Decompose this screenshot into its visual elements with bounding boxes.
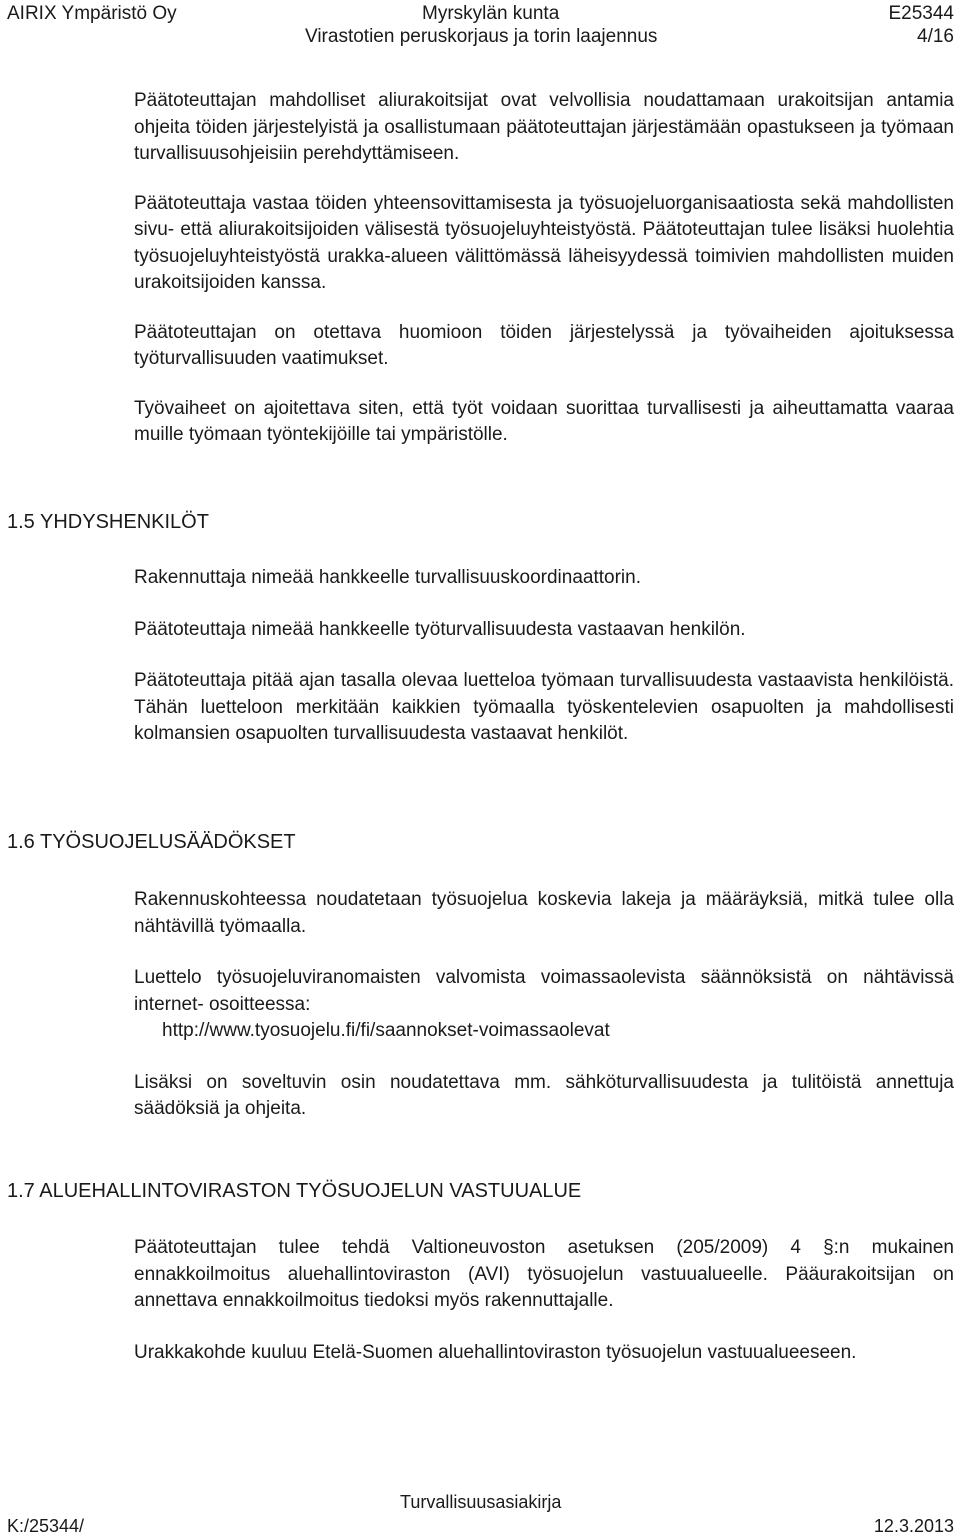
section-1-5-body [134,565,954,748]
paragraph: Urakkakohde kuuluu Etelä-Suomen aluehallintoviraston työsuojelun vastuualueeseen. [134,1341,857,1363]
page-header [0,0,960,56]
footer-date: 12.3.2013 [873,1516,954,1536]
section-1-6-body [134,887,954,1123]
paragraph: Päätoteuttajan on otettava huomioon töiden järjestelyssä ja työvaiheiden ajoituksessa työturvallisuuden vaatimukset. [134,321,954,369]
paragraph: Päätoteuttaja nimeää hankkeelle työturvallisuudesta vastaavan henkilön. [134,618,746,640]
header-client: Myrskylän kunta [422,3,560,24]
paragraph: Työvaiheet on ajoitettava siten, että työt voidaan suorittaa turvallisesti ja aiheuttamatta vaaraa muille työmaan työntekijöille tai ympäristölle. [134,397,954,445]
section-heading: 1.6 TYÖSUOJELUSÄÄDÖKSET [7,831,296,853]
paragraph: Luettelo työsuojeluviranomaisten valvomista voimassaolevista säännöksistä on nähtävissä internet- osoitteessa: [134,967,954,1015]
url-text: http://www.tyosuojelu.fi/fi/saannokset-voimassaolevat [162,1020,610,1041]
paragraph: Päätoteuttajan mahdolliset aliurakoitsijat ovat velvollisia noudattamaan urakoitsijan antamia ohjeita töiden järjestelyistä ja osallistumaan päätoteuttajan järjestämään opastukseen ja työmaan turvallisuusohjeisiin perehdyttämiseen. [134,90,954,164]
header-page-number: 4/16 [917,26,954,47]
section-heading: 1.7 ALUEHALLINTOVIRASTON TYÖSUOJELUN VASTUUALUE [7,1180,582,1202]
paragraph: Päätoteuttaja pitää ajan tasalla olevaa luetteloa työmaan turvallisuudesta vastaavista henkilöistä. Tähän luetteloon merkitään kaikkien työmaalla työskentelevien osapuolten ja mahdollisesti kolmansien osapuolten turvallisuudesta vastaavat henkilöt. [134,670,954,744]
page-footer [0,1478,960,1538]
paragraph: Lisäksi on soveltuvin osin noudatettava mm. sähköturvallisuudesta ja tulitöistä annettuja säädöksiä ja ohjeita. [134,1071,954,1119]
paragraph: Päätoteuttaja vastaa töiden yhteensovittamisesta ja työsuojeluorganisaatiosta sekä mahdollisten sivu- että aliurakoitsijoiden välisestä työsuojeluyhteistyöstä. Päätoteuttajan tulee lisäksi huolehtia työsuojeluyhteistyöstä urakka-alueen välittömässä läheisyydessä toimivien mahdollisten muiden urakoitsijoiden kanssa. [134,192,954,293]
footer-path: K:/25344/ [7,1516,85,1536]
paragraph: Rakennuskohteessa noudatetaan työsuojelua koskevia lakeja ja määräyksiä, mitkä tulee olla nähtävillä työmaalla. [134,889,954,937]
header-project: Virastotien peruskorjaus ja torin laajennus [305,26,658,47]
header-company: AIRIX Ympäristö Oy [7,3,177,24]
section-1-7-body [134,1235,954,1366]
section-heading: 1.5 YHDYSHENKILÖT [7,511,209,533]
paragraph: Rakennuttaja nimeää hankkeelle turvallisuuskoordinaattorin. [134,567,641,588]
intro-section [134,88,954,449]
footer-title: Turvallisuusasiakirja [400,1492,562,1512]
paragraph: Päätoteuttajan tulee tehdä Valtioneuvoston asetuksen (205/2009) 4 §:n mukainen ennakkoilmoitus aluehallintoviraston (AVI) työsuojelun vastuualueelle. Pääurakoitsijan on annettava ennakkoilmoitus tiedoksi myös rakennuttajalle. [134,1237,954,1311]
header-doc-number: E25344 [888,3,954,24]
